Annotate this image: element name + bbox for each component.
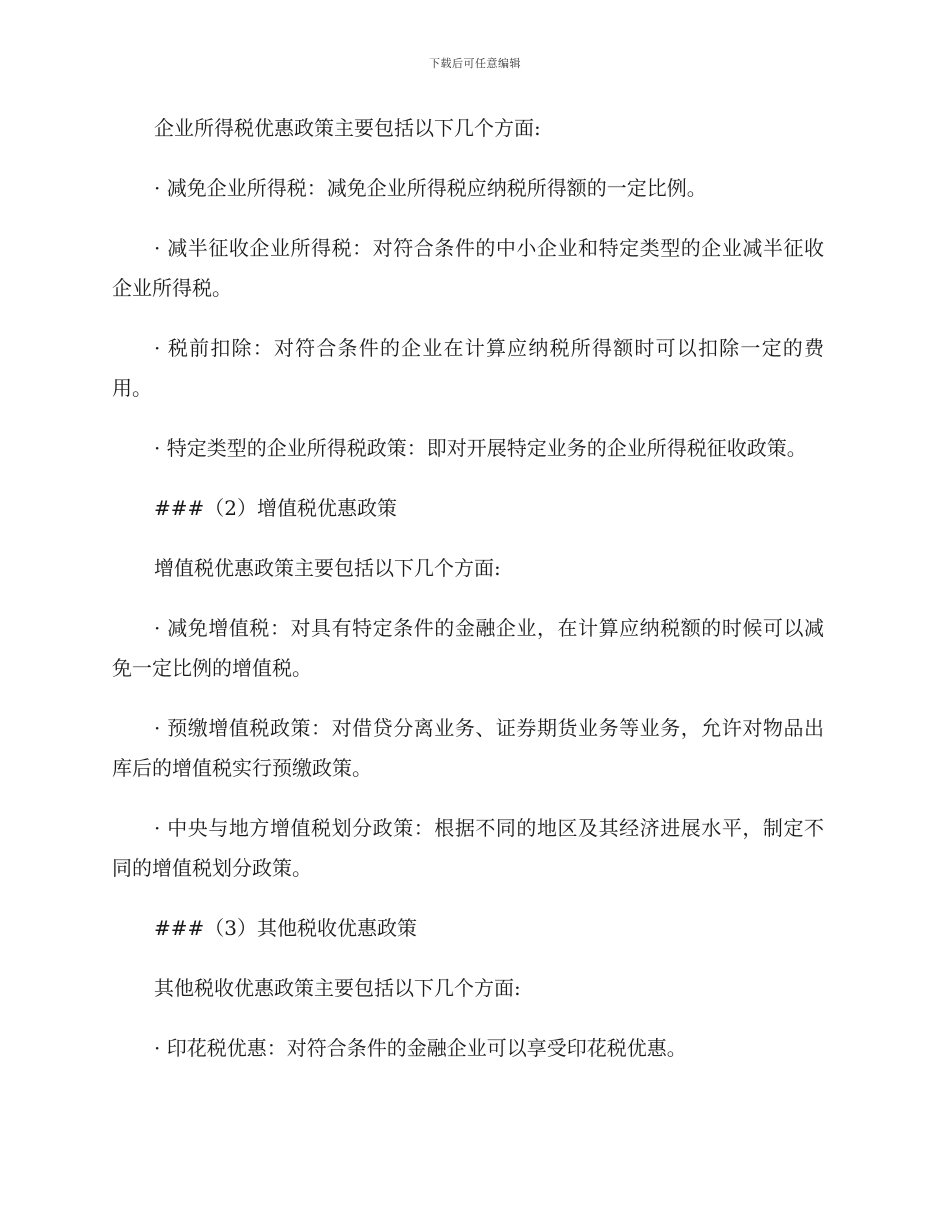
paragraph-bullet-vat-division: · 中央与地方增值税划分政策：根据不同的地区及其经济进展水平，制定不同的增值税划分政策。 bbox=[112, 816, 824, 880]
paragraph-bullet-stamp-duty: · 印花税优惠：对符合条件的金融企业可以享受印花税优惠。 bbox=[154, 1036, 687, 1060]
section-heading-other: ###（3）其他税收优惠政策 bbox=[154, 916, 417, 940]
paragraph-bullet-income-tax-reduction: · 减免企业所得税：减免企业所得税应纳税所得额的一定比例。 bbox=[154, 176, 707, 200]
paragraph-intro-income-tax: 企业所得税优惠政策主要包括以下几个方面: bbox=[154, 116, 541, 140]
page-header: 下载后可任意编辑 bbox=[429, 57, 521, 70]
paragraph-bullet-half-collection: · 减半征收企业所得税：对符合条件的中小企业和特定类型的企业减半征收企业所得税。 bbox=[112, 236, 824, 300]
paragraph-intro-vat: 增值税优惠政策主要包括以下几个方面: bbox=[154, 556, 501, 580]
document-body bbox=[112, 108, 824, 1088]
paragraph-bullet-vat-prepay: · 预缴增值税政策：对借贷分离业务、证券期货业务等业务，允许对物品出库后的增值税实行预缴政策。 bbox=[112, 716, 824, 780]
paragraph-intro-other: 其他税收优惠政策主要包括以下几个方面: bbox=[154, 976, 521, 1000]
section-heading-vat: ###（2）增值税优惠政策 bbox=[154, 496, 397, 520]
paragraph-bullet-specific-policy: · 特定类型的企业所得税政策：即对开展特定业务的企业所得税征收政策。 bbox=[154, 436, 807, 460]
paragraph-bullet-vat-reduction: · 减免增值税：对具有特定条件的金融企业，在计算应纳税额的时候可以减免一定比例的增值税。 bbox=[112, 616, 824, 680]
paragraph-bullet-pretax-deduction: · 税前扣除：对符合条件的企业在计算应纳税所得额时可以扣除一定的费用。 bbox=[112, 336, 824, 400]
